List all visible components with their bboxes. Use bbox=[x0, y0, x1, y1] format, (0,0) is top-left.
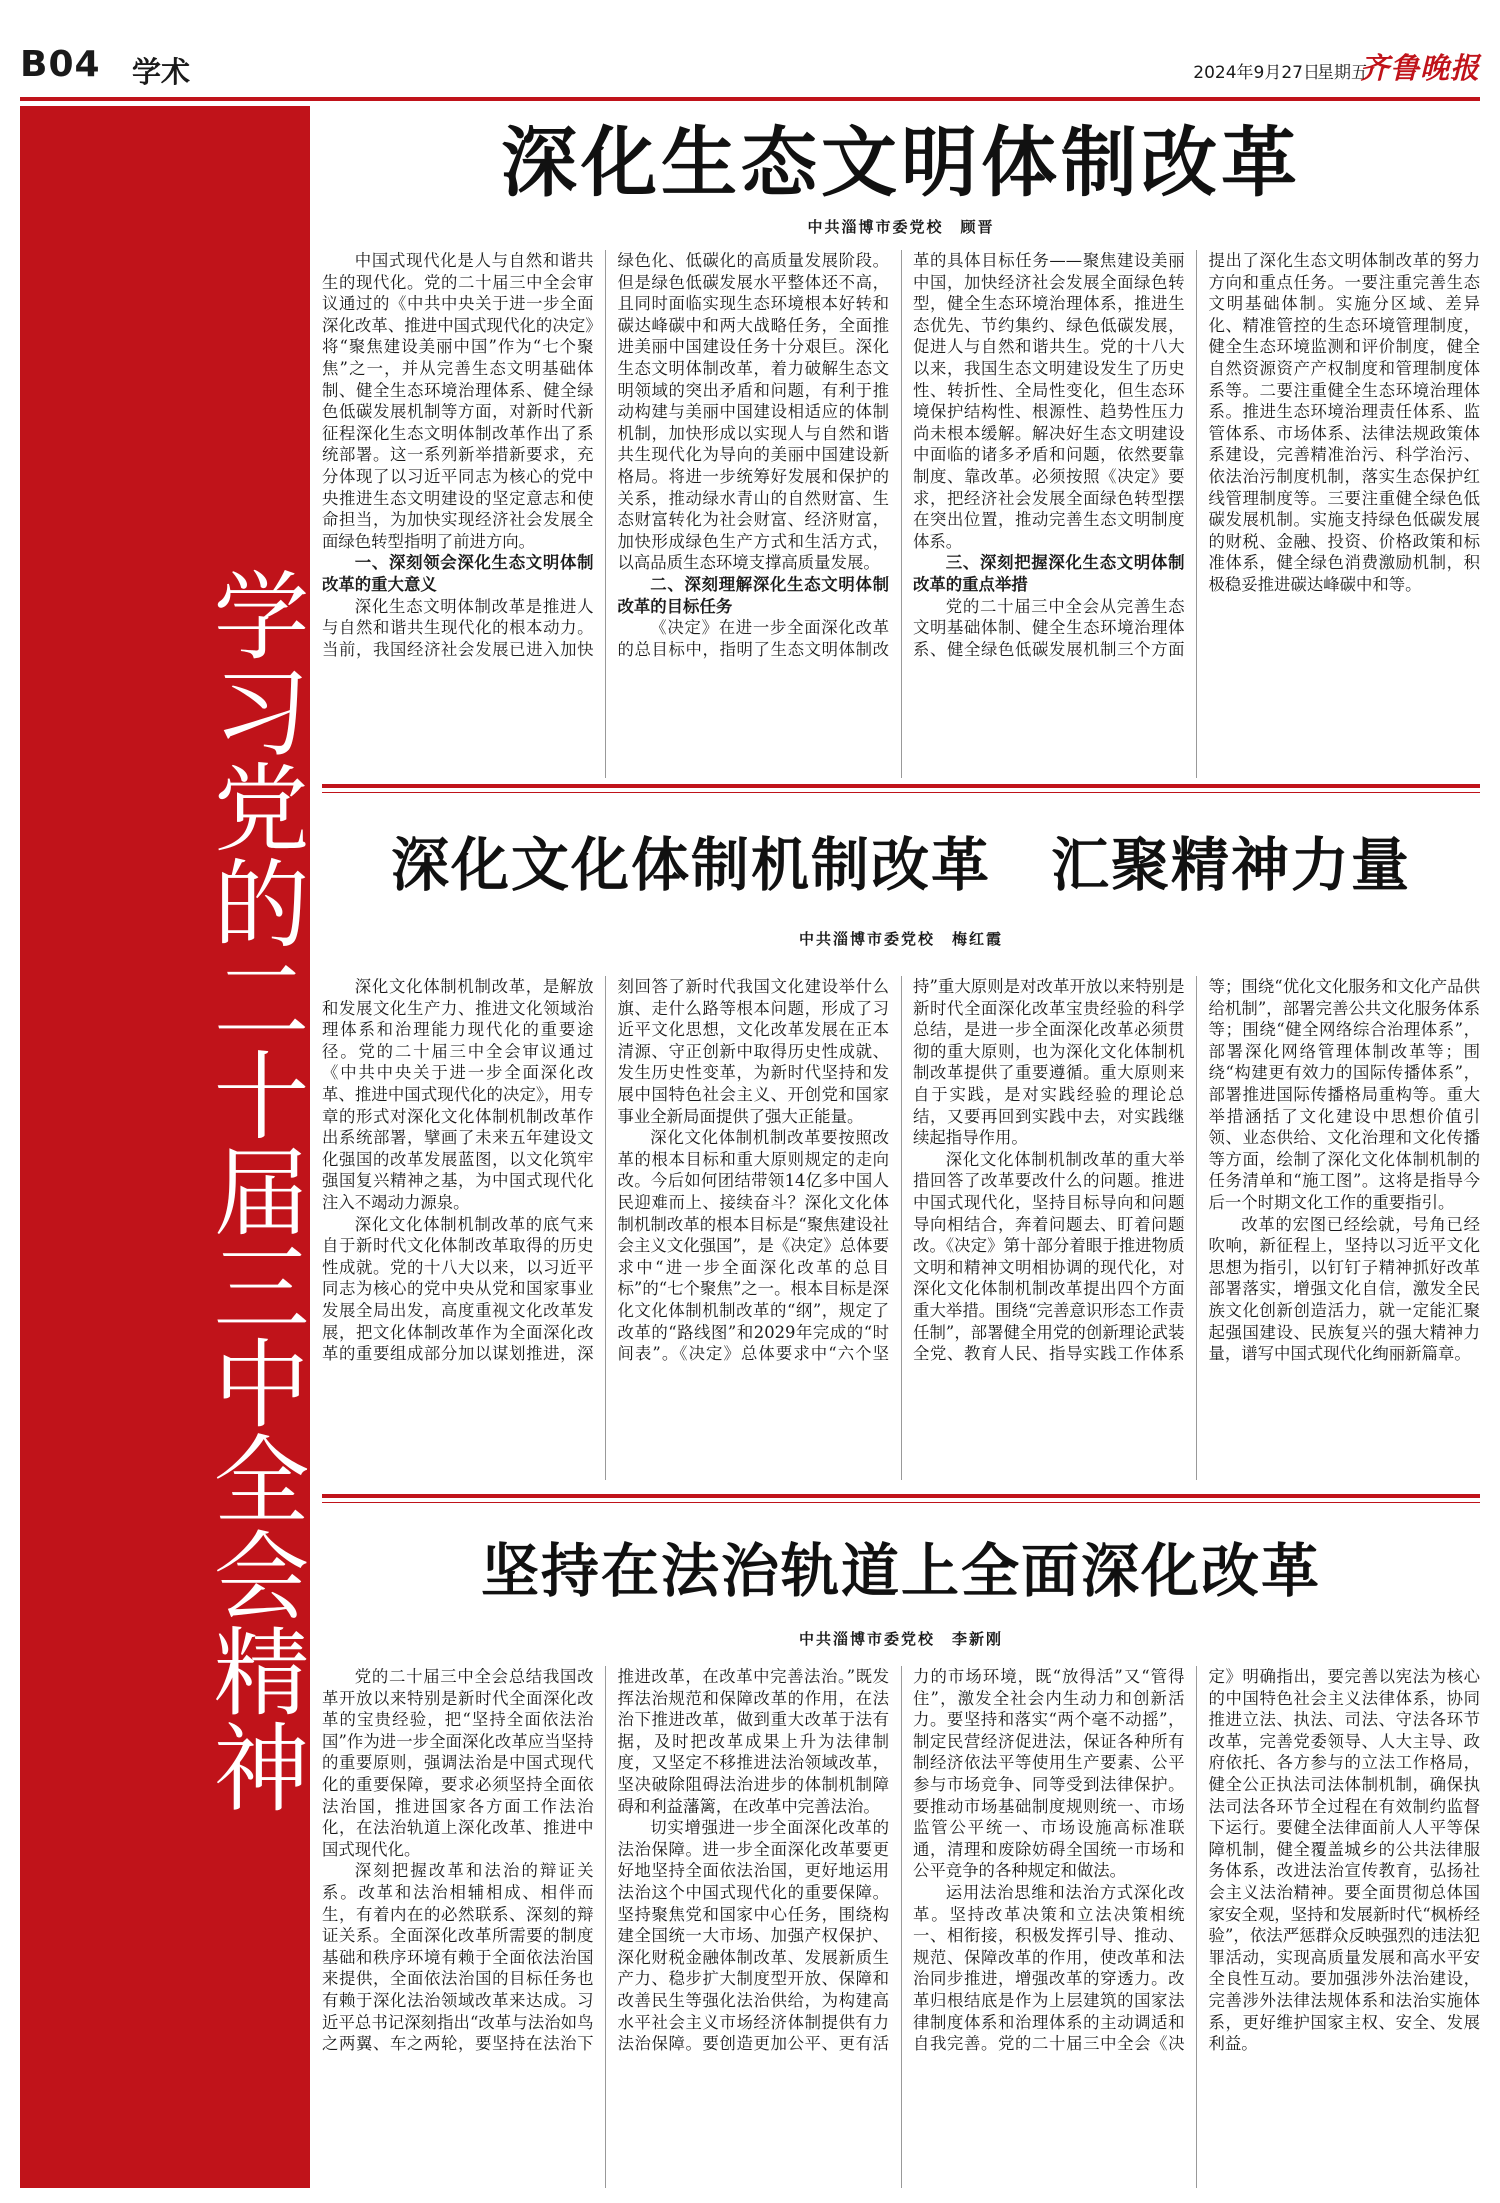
paragraph: 运用法治思维和法治方式深化改革。坚持改革决策和立法决策相统一、相衔接，积极发挥引导、推动、规范、保障改革的作用，使改革和法治同步推进，增强改革的穿透力。改革归根结底是作为上层建筑的国家法律制度体系和治理体系的主动调适和自我完善。党的二十届三中全会《决定》明确指出，要完善以宪法为核心的中国特色社会主义法律体系，协同推进立法、执法、司法、守法各环节改革，完善党委领导、人大主导、政府依托、各方参与的立法工作格局，健全公正执法司法体制机制，确保执法司法各环节全过程在有效制约监督下运行。要健全法律面前人人平等保障机制，健全覆盖城乡的公共法律服务体系，改进法治宣传教育，弘扬社会主义法治精神。要全面贯彻总体国家安全观，坚持和发展新时代“枫桥经验”，依法严惩群众反映强烈的违法犯罪活动，实现高质量发展和高水平安全良性互动。要加强涉外法治建设，完善涉外法律法规体系和法治实施体系，更好维护国家主权、安全、发展利益。 bbox=[913, 1667, 1480, 2054]
article-divider-thin bbox=[322, 792, 1480, 793]
paragraph: 切实增强进一步全面深化改革的法治保障。进一步全面深化改革要更好地坚持全面依法治国，更好地运用法治这个中国式现代化的重要保障。坚持聚焦党和国家中心任务，围绕构建全国统一大市场、加强产权保护、深化财税金融体制改革、发展新质生产力、稳步扩大制度型开放、保障和改善民生等强化法治供给，为构建高水平社会主义市场经济体制提供有力法治保障。要创造更加公平、更有活力的市场环境，既“放得活”又“管得住”，激发全社会内生动力和创新活力。要坚持和落实“两个毫不动摇”，制定民营经济促进法，保证各种所有制经济依法平等使用生产要素、公平参与市场竞争、同等受到法律保护。要推动市场基础制度规则统一、市场监管公平统一、市场设施高标准联通，清理和废除妨碍全国统一市场和公平竞争的各种规定和做法。 bbox=[617, 1667, 1185, 2054]
article-culture bbox=[322, 800, 1480, 1480]
article-byline: 中共淄博市委党校 顾晋 bbox=[807, 218, 995, 236]
section-name: 学术 bbox=[132, 55, 191, 89]
article-ecology bbox=[322, 108, 1480, 778]
paragraph: 《决定》在进一步全面深化改革的总目标中，指明了生态文明体制改革的具体目标任务——聚焦建设美丽中国，加快经济社会发展全面绿色转型，健全生态环境治理体系，推进生态优先、节约集约、绿色低碳发展，促进人与自然和谐共生。党的十八大以来，我国生态文明建设发生了历史性、转折性、全局性变化，但生态环境保护结构性、根源性、趋势性压力尚未根本缓解。解决好生态文明建设中面临的诸多矛盾和问题，依然要靠制度、靠改革。必须按照《决定》要求，把经济社会发展全面绿色转型摆在突出位置，推动完善生态文明制度体系。 bbox=[617, 251, 1185, 659]
article-body bbox=[322, 976, 1480, 1480]
sidebar-title: 学习党的二十届三中全会精神 bbox=[198, 566, 310, 1814]
subheading: 一、深刻领会深化生态文明体制改革的重大意义 bbox=[322, 553, 594, 594]
newspaper-logo: 齐鲁晚报 bbox=[1359, 51, 1480, 85]
article-divider bbox=[322, 784, 1480, 788]
article-byline: 中共淄博市委党校 李新刚 bbox=[798, 1630, 1003, 1648]
paragraph: 深化文化体制机制改革的底气来自于新时代文化体制改革取得的历史性成就。党的十八大以来，以习近平同志为核心的党中央从党和国家事业发展全局出发，高度重视文化改革发展，把文化体制改革作为全面深化改革的重要组成部分加以谋划推进，深刻回答了新时代我国文化建设举什么旗、走什么路等根本问题，形成了习近平文化思想，文化改革发展在正本清源、守正创新中取得历史性成就、发生历史性变革，为新时代坚持和发展中国特色社会主义、开创党和国家事业全新局面提供了强大正能量。 bbox=[322, 977, 889, 1364]
paragraph: 深化生态文明体制改革是推进人与自然和谐共生现代化的根本动力。当前，我国经济社会发展已进入加快绿色化、低碳化的高质量发展阶段。但是绿色低碳发展水平整体还不高，且同时面临实现生态环境根本好转和碳达峰碳中和两大战略任务，全面推进美丽中国建设任务十分艰巨。深化生态文明体制改革，着力破解生态文明领域的突出矛盾和问题，有利于推动构建与美丽中国建设相适应的体制机制，加快形成以实现人与自然和谐共生现代化为导向的美丽中国建设新格局。将进一步统筹好发展和保护的关系，推动绿水青山的自然财富、生态财富转化为社会财富、经济财富，加快形成绿色生产方式和生活方式，以高品质生态环境支撑高质量发展。 bbox=[322, 251, 889, 659]
paragraph: 党的二十届三中全会从完善生态文明基础体制、健全生态环境治理体系、健全绿色低碳发展机制三个方面提出了深化生态文明体制改革的努力方向和重点任务。一要注重完善生态文明基础体制。实施分区域、差异化、精准管控的生态环境管理制度，健全生态环境监测和评价制度，健全自然资源资产产权制度和管理制度体系等。二要注重健全生态环境治理体系。推进生态环境治理责任体系、监管体系、市场体系、法律法规政策体系建设，完善精准治污、科学治污、依法治污制度机制，落实生态保护红线管理制度等。三要注重健全绿色低碳发展机制。实施支持绿色低碳发展的财税、金融、投资、价格政策和标准体系，健全绿色消费激励机制，积极稳妥推进碳达峰碳中和等。 bbox=[913, 251, 1480, 659]
paragraph: 党的二十届三中全会总结我国改革开放以来特别是新时代全面深化改革的宝贵经验，把“坚持全面依法治国”作为进一步全面深化改革应当坚持的重要原则，强调法治是中国式现代化的重要保障，要求必须坚持全面依法治国，推进国家各方面工作法治化，在法治轨道上深化改革、推进中国式现代化。 bbox=[322, 1667, 594, 1859]
article-rule-of-law bbox=[322, 1510, 1480, 2190]
page-header bbox=[20, 40, 1480, 94]
article-title: 深化文化体制机制改革 汇聚精神力量 bbox=[390, 831, 1411, 899]
paragraph: 深刻把握改革和法治的辩证关系。改革和法治相辅相成、相伴而生，有着内在的必然联系、深刻的辩证关系。全面深化改革所需要的制度基础和秩序环境有赖于全面依法治国来提供，全面依法治国的目标任务也有赖于深化法治领域改革来达成。习近平总书记深刻指出“改革与法治如鸟之两翼、车之两轮，要坚持在法治下推进改革，在改革中完善法治。”既发挥法治规范和保障改革的作用，在法治下推进改革，做到重大改革于法有据，及时把改革成果上升为法律制度，又坚定不移推进法治领域改革，坚决破除阻碍法治进步的体制机制障碍和利益藩篱，在改革中完善法治。 bbox=[322, 1667, 889, 2054]
article-body bbox=[322, 1666, 1480, 2188]
paragraph: 深化文化体制机制改革，是解放和发展文化生产力、推进文化领域治理体系和治理能力现代化的重要途径。党的二十届三中全会审议通过《中共中央关于进一步全面深化改革、推进中国式现代化的决定》，用专章的形式对深化文化体制机制改革作出系统部署，擘画了未来五年建设文化强国的改革发展蓝图，以文化筑牢强国复兴精神之基，为中国式现代化注入不竭动力源泉。 bbox=[322, 977, 594, 1212]
header-rule bbox=[20, 97, 1480, 101]
paragraph: 深化文化体制机制改革要按照改革的根本目标和重大原则规定的走向改。今后如何团结带领14亿多中国人民迎难而上、接续奋斗？深化文化体制机制改革的根本目标是“聚焦建设社会主义文化强国”，是《决定》总体要求中“进一步全面深化改革的总目标”的“七个聚焦”之一。根本目标是深化文化体制机制改革的“纲”，规定了改革的“路线图”和2029年完成的“时间表”。《决定》总体要求中“六个坚持”重大原则是对改革开放以来特别是新时代全面深化改革宝贵经验的科学总结，是进一步全面深化改革必须贯彻的重大原则，也为深化文化体制机制改革提供了重要遵循。重大原则来自于实践，是对实践经验的理论总结，又要再回到实践中去，对实践继续起指导作用。 bbox=[617, 977, 1185, 1364]
article-byline: 中共淄博市委党校 梅红霞 bbox=[798, 930, 1003, 948]
article-body bbox=[322, 250, 1480, 778]
subheading: 三、深刻把握深化生态文明体制改革的重点举措 bbox=[913, 553, 1185, 594]
article-divider-thin bbox=[322, 1502, 1480, 1503]
article-divider bbox=[322, 1494, 1480, 1498]
issue-date: 2024年9月27日 bbox=[1193, 63, 1320, 83]
paragraph: 中国式现代化是人与自然和谐共生的现代化。党的二十届三中全会审议通过的《中共中央关于进一步全面深化改革、推进中国式现代化的决定》将“聚焦建设美丽中国”作为“七个聚焦”之一，并从完善生态文明基础体制、健全生态环境治理体系、健全绿色低碳发展机制等方面，对新时代新征程深化生态文明体制改革作出了系统部署。这一系列新举措新要求，充分体现了以习近平同志为核心的党中央推进生态文明建设的坚定意志和使命担当，为加快实现经济社会发展全面绿色转型指明了前进方向。 bbox=[322, 251, 594, 551]
paragraph: 深化文化体制机制改革的重大举措回答了改革要改什么的问题。推进中国式现代化，坚持目标导向和问题导向相结合，奔着问题去、盯着问题改。《决定》第十部分着眼于推进物质文明和精神文明相协调的现代化，对深化文化体制机制改革提出四个方面重大举措。围绕“完善意识形态工作责任制”，部署健全用党的创新理论武装全党、教育人民、指导实践工作体系等；围绕“优化文化服务和文化产品供给机制”，部署完善公共文化服务体系等；围绕“健全网络综合治理体系”，部署深化网络管理体制改革等；围绕“构建更有效力的国际传播体系”，部署推进国际传播格局重构等。重大举措涵括了文化建设中思想价值引领、业态供给、文化治理和文化传播等方面，绘制了深化文化体制机制的任务清单和“施工图”。这将是指导今后一个时期文化工作的重要指引。 bbox=[913, 977, 1480, 1364]
sidebar-banner bbox=[20, 106, 310, 2188]
issue-weekday: 星期五 bbox=[1317, 63, 1368, 83]
subheading: 二、深刻理解深化生态文明体制改革的目标任务 bbox=[617, 574, 889, 616]
article-title: 深化生态文明体制改革 bbox=[501, 118, 1301, 207]
paragraph: 改革的宏图已经绘就，号角已经吹响，新征程上，坚持以习近平文化思想为指引，以钉钉子精神抓好改革部署落实，增强文化自信，激发全民族文化创新创造活力，就一定能汇聚起强国建设、民族复兴的强大精神力量，谱写中国式现代化绚丽新篇章。 bbox=[1208, 1214, 1480, 1364]
article-title: 坚持在法治轨道上全面深化改革 bbox=[480, 1537, 1321, 1605]
page-code: B04 bbox=[20, 44, 101, 85]
